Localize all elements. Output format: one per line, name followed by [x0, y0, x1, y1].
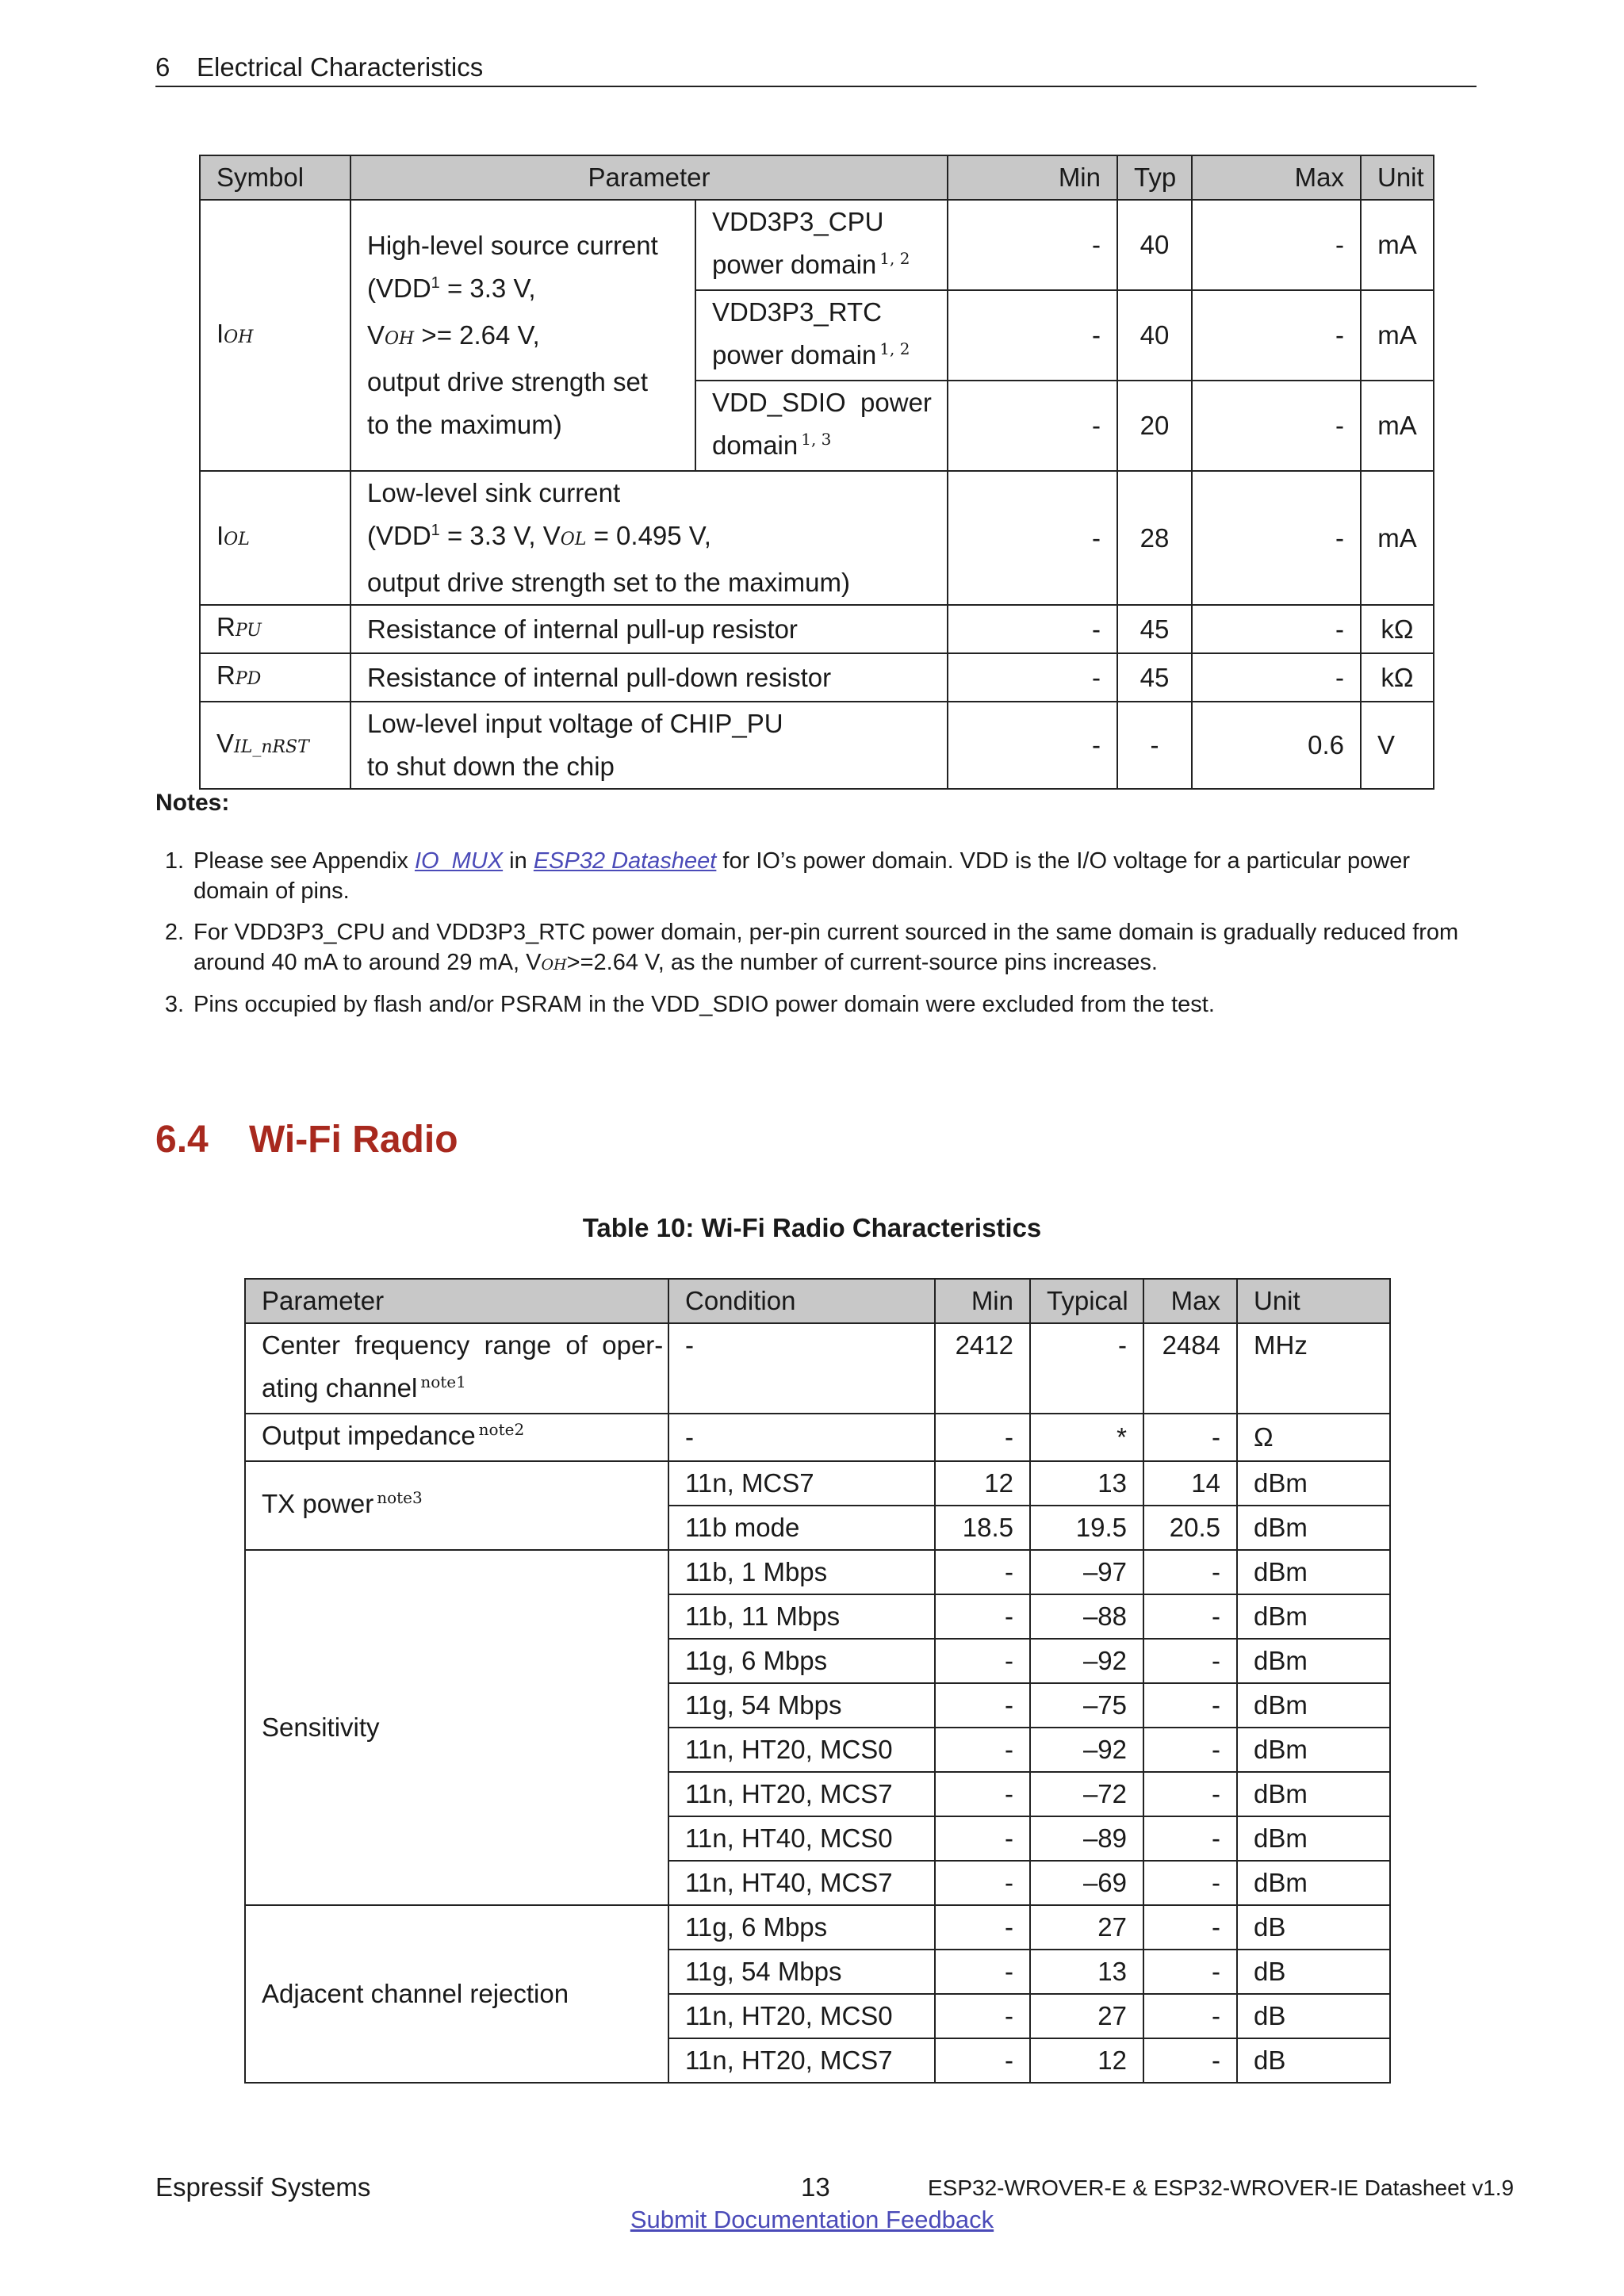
cell-max: -: [1143, 1950, 1237, 1994]
ioh-domain-cpu: [695, 200, 948, 290]
table-header-row: [200, 155, 1434, 200]
cell-typ: *: [1030, 1414, 1143, 1461]
cell-unit: mA: [1361, 381, 1434, 471]
symbol-subscript: IL_nRST: [234, 737, 309, 757]
submit-feedback-link[interactable]: Submit Documentation Feedback: [630, 2206, 994, 2233]
cell-max: -: [1192, 290, 1361, 381]
symbol-iol: [200, 471, 350, 605]
col-header-unit: Unit: [1237, 1279, 1390, 1323]
cell-condition: 11g, 6 Mbps: [668, 1905, 935, 1950]
symbol-subscript: PU: [235, 621, 262, 641]
cell-min: -: [948, 471, 1117, 605]
cell-max: 20.5: [1143, 1506, 1237, 1550]
domain-line: [712, 424, 931, 470]
ioh-param-line: to the maximum): [367, 410, 562, 439]
cell-typ: 45: [1117, 605, 1192, 653]
col-header-parameter: Parameter: [245, 1279, 668, 1323]
cell-max: -: [1143, 2038, 1237, 2083]
cell-condition: 11b, 11 Mbps: [668, 1594, 935, 1639]
cell-typ: –92: [1030, 1728, 1143, 1772]
symbol-text: R: [216, 660, 236, 690]
cell-unit: dBm: [1237, 1594, 1390, 1639]
ioh-domain-sdio: [695, 381, 948, 471]
symbol-subscript: OL: [224, 530, 250, 549]
cell-max: 2484: [1143, 1323, 1237, 1414]
cell-unit: dBm: [1237, 1683, 1390, 1728]
note-refs: 1, 3: [801, 430, 832, 449]
center-freq-parameter: [245, 1323, 668, 1414]
cell-max: -: [1143, 1550, 1237, 1594]
symbol-text: I: [216, 521, 224, 550]
col-header-symbol: Symbol: [200, 155, 350, 200]
cell-max: -: [1143, 1905, 1237, 1950]
header-rule: [155, 86, 1477, 87]
cell-unit: dBm: [1237, 1816, 1390, 1861]
note-number: 1.: [164, 848, 184, 874]
cell-max: -: [1143, 1594, 1237, 1639]
note-ref: note3: [377, 1488, 423, 1507]
adjacent-rejection-parameter: Adjacent channel rejection: [245, 1905, 668, 2083]
note-text: Pins occupied by flash and/or PSRAM in the VDD_SDIO power domain were excluded from the test.: [193, 992, 1215, 1017]
cell-min: -: [935, 1994, 1030, 2038]
cell-condition: 11n, HT20, MCS0: [668, 1994, 935, 2038]
cell-min: -: [948, 605, 1117, 653]
col-header-min: Min: [948, 155, 1117, 200]
cell-condition: 11n, MCS7: [668, 1461, 935, 1506]
note-text: for IO’s power domain. VDD is the I/O voltage for a particular power domain of pins.: [193, 848, 1411, 904]
subscript: OL: [560, 530, 587, 549]
domain-line: [712, 334, 931, 380]
cell-min: 18.5: [935, 1506, 1030, 1550]
cell-unit: dBm: [1237, 1639, 1390, 1683]
subscript: OH: [541, 956, 567, 974]
cell-min: 12: [935, 1461, 1030, 1506]
cell-unit: MHz: [1237, 1323, 1390, 1414]
cell-condition: 11n, HT20, MCS0: [668, 1728, 935, 1772]
note-number: 2.: [164, 920, 184, 945]
rpd-parameter: Resistance of internal pull-down resistor: [350, 653, 948, 702]
table-header-row: [245, 1279, 1390, 1323]
cell-min: -: [935, 1772, 1030, 1816]
symbol-subscript: OH: [224, 327, 254, 347]
domain-line: VDD3P3_CPU: [712, 207, 884, 236]
cell-typ: 20: [1117, 381, 1192, 471]
symbol-vil: [200, 702, 350, 789]
col-header-unit: Unit: [1361, 155, 1434, 200]
cell-unit: dBm: [1237, 1861, 1390, 1905]
footer-company: Espressif Systems: [155, 2172, 371, 2202]
col-header-typ: Typ: [1117, 155, 1192, 200]
superscript: 1: [431, 274, 440, 292]
domain-line: VDD_SDIO power: [712, 388, 932, 417]
cell-typ: –97: [1030, 1550, 1143, 1594]
note-2: [164, 917, 1478, 980]
cell-typ: 40: [1117, 200, 1192, 290]
ioh-param-line: [367, 267, 679, 314]
cell-condition: 11b, 1 Mbps: [668, 1550, 935, 1594]
cell-max: -: [1143, 1816, 1237, 1861]
cell-max: -: [1192, 471, 1361, 605]
cell-max: -: [1143, 1728, 1237, 1772]
header-section-number: 6: [155, 52, 170, 82]
esp32-datasheet-link[interactable]: ESP32 Datasheet: [533, 848, 717, 874]
cell-min: -: [948, 200, 1117, 290]
col-header-max: Max: [1192, 155, 1361, 200]
cell-typ: -: [1030, 1323, 1143, 1414]
cell-unit: dBm: [1237, 1550, 1390, 1594]
cell-typ: –69: [1030, 1861, 1143, 1905]
iol-param-line: [367, 515, 931, 561]
iol-parameter: [350, 471, 948, 605]
vil-parameter: [350, 702, 948, 789]
ioh-parameter: [350, 200, 695, 471]
symbol-text: I: [216, 318, 224, 348]
cell-max: -: [1143, 1414, 1237, 1461]
cell-unit: mA: [1361, 200, 1434, 290]
symbol-text: V: [216, 728, 235, 758]
cell-unit: dB: [1237, 1994, 1390, 2038]
text: = 0.495 V,: [586, 521, 711, 550]
cell-max: -: [1192, 200, 1361, 290]
text: ating channel: [262, 1373, 418, 1402]
param-line: [262, 1367, 652, 1413]
cell-typ: 40: [1117, 290, 1192, 381]
section-number: 6.4: [155, 1119, 209, 1161]
cell-unit: mA: [1361, 471, 1434, 605]
cell-condition: 11n, HT40, MCS7: [668, 1861, 935, 1905]
io-mux-link[interactable]: IO_MUX: [414, 848, 504, 874]
table-row: [200, 702, 1434, 789]
cell-typ: 28: [1117, 471, 1192, 605]
param-line: Center frequency range of oper-: [262, 1330, 664, 1360]
domain-line: [712, 243, 931, 289]
io-characteristics-table: [199, 155, 1434, 790]
cell-condition: 11g, 6 Mbps: [668, 1639, 935, 1683]
table-row: [245, 1550, 1390, 1594]
footer-page-number: 13: [801, 2172, 830, 2202]
table-row: [245, 1461, 1390, 1506]
cell-max: -: [1143, 1683, 1237, 1728]
cell-typ: 19.5: [1030, 1506, 1143, 1550]
cell-condition: 11n, HT40, MCS0: [668, 1816, 935, 1861]
col-header-max: Max: [1143, 1279, 1237, 1323]
note-text: >=2.64 V, as the number of current-source pins increases.: [566, 950, 1158, 975]
table-caption: Table 10: Wi-Fi Radio Characteristics: [582, 1213, 1042, 1242]
cell-max: -: [1192, 605, 1361, 653]
subscript: OH: [385, 329, 415, 349]
cell-unit: dB: [1237, 2038, 1390, 2083]
cell-condition: 11g, 54 Mbps: [668, 1950, 935, 1994]
table-row: [245, 1323, 1390, 1414]
symbol-ioh: [200, 200, 350, 471]
cell-min: -: [935, 1639, 1030, 1683]
cell-unit: kΩ: [1361, 653, 1434, 702]
cell-max: -: [1192, 381, 1361, 471]
cell-condition: -: [668, 1323, 935, 1414]
header-section-title: Electrical Characteristics: [197, 52, 484, 82]
cell-min: -: [948, 653, 1117, 702]
cell-condition: 11n, HT20, MCS7: [668, 1772, 935, 1816]
text: (VDD: [367, 521, 431, 550]
table-row: [200, 605, 1434, 653]
cell-min: -: [948, 702, 1117, 789]
cell-typ: 45: [1117, 653, 1192, 702]
cell-typ: -: [1117, 702, 1192, 789]
superscript: 1: [431, 522, 440, 539]
wifi-radio-table: [244, 1278, 1391, 2084]
cell-min: -: [948, 290, 1117, 381]
table-row: [200, 653, 1434, 702]
cell-unit: kΩ: [1361, 605, 1434, 653]
cell-min: -: [935, 1950, 1030, 1994]
rpu-parameter: Resistance of internal pull-up resistor: [350, 605, 948, 653]
symbol-subscript: PD: [235, 669, 262, 689]
note-text: For VDD3P3_CPU and VDD3P3_RTC power domain, per-pin current sourced in the same domain is gradually reduced from around 40 mA to around 29 mA, V: [193, 920, 1459, 975]
ioh-param-line: [367, 314, 679, 361]
text: power domain: [712, 250, 877, 279]
cell-unit: dBm: [1237, 1728, 1390, 1772]
note-refs: 1, 2: [879, 249, 910, 268]
vil-param-line: to shut down the chip: [367, 752, 615, 781]
cell-max: -: [1143, 1994, 1237, 2038]
notes-heading: Notes:: [155, 790, 230, 816]
cell-min: -: [935, 1905, 1030, 1950]
cell-max: 0.6: [1192, 702, 1361, 789]
cell-unit: dB: [1237, 1950, 1390, 1994]
text: domain: [712, 430, 799, 460]
cell-max: -: [1143, 1772, 1237, 1816]
cell-typ: 13: [1030, 1461, 1143, 1506]
col-header-min: Min: [935, 1279, 1030, 1323]
cell-max: -: [1143, 1861, 1237, 1905]
cell-max: -: [1143, 1639, 1237, 1683]
cell-min: -: [935, 2038, 1030, 2083]
note-ref: note2: [478, 1420, 525, 1439]
cell-condition: 11g, 54 Mbps: [668, 1683, 935, 1728]
table-row: [200, 200, 1434, 290]
symbol-rpd: [200, 653, 350, 702]
text: V: [367, 320, 385, 350]
text: power domain: [712, 340, 877, 369]
table-row: [245, 1905, 1390, 1950]
cell-condition: -: [668, 1414, 935, 1461]
cell-unit: mA: [1361, 290, 1434, 381]
cell-min: -: [935, 1861, 1030, 1905]
cell-min: -: [935, 1414, 1030, 1461]
note-ref: note1: [420, 1372, 466, 1391]
ioh-param-line: High-level source current: [367, 231, 658, 260]
output-impedance-parameter: [245, 1414, 668, 1461]
cell-unit: dBm: [1237, 1461, 1390, 1506]
table-row: [200, 471, 1434, 605]
cell-min: -: [935, 1683, 1030, 1728]
section-title: Wi-Fi Radio: [249, 1119, 458, 1161]
iol-param-line: Low-level sink current: [367, 478, 621, 507]
cell-min: 2412: [935, 1323, 1030, 1414]
iol-param-line: output drive strength set to the maximum): [367, 568, 850, 597]
cell-typ: 27: [1030, 1905, 1143, 1950]
cell-typ: –75: [1030, 1683, 1143, 1728]
note-text: in: [503, 848, 534, 874]
note-text: Please see Appendix: [193, 848, 415, 874]
cell-unit: Ω: [1237, 1414, 1390, 1461]
cell-unit: V: [1361, 702, 1434, 789]
table-row: [245, 1414, 1390, 1461]
note-refs: 1, 2: [879, 339, 910, 358]
cell-typ: 27: [1030, 1994, 1143, 2038]
footer-doc-title: ESP32-WROVER-E & ESP32-WROVER-IE Datasheet v1.9: [928, 2175, 1515, 2200]
col-header-typical: Typical: [1030, 1279, 1143, 1323]
cell-condition: 11n, HT20, MCS7: [668, 2038, 935, 2083]
cell-typ: –72: [1030, 1772, 1143, 1816]
cell-min: -: [935, 1594, 1030, 1639]
domain-line: VDD3P3_RTC: [712, 297, 882, 327]
ioh-domain-rtc: [695, 290, 948, 381]
text: = 3.3 V, V: [439, 521, 561, 550]
col-header-parameter: Parameter: [350, 155, 948, 200]
text: (VDD: [367, 274, 431, 303]
cell-typ: –89: [1030, 1816, 1143, 1861]
note-1: [164, 846, 1478, 906]
note-number: 3.: [164, 992, 184, 1017]
text: >= 2.64 V,: [414, 320, 540, 350]
text: Output impedance: [262, 1421, 476, 1450]
cell-unit: dBm: [1237, 1772, 1390, 1816]
text: = 3.3 V,: [439, 274, 536, 303]
cell-min: -: [935, 1550, 1030, 1594]
cell-typ: –92: [1030, 1639, 1143, 1683]
cell-typ: 12: [1030, 2038, 1143, 2083]
cell-unit: dBm: [1237, 1506, 1390, 1550]
cell-condition: 11b mode: [668, 1506, 935, 1550]
cell-unit: dB: [1237, 1905, 1390, 1950]
cell-max: 14: [1143, 1461, 1237, 1506]
cell-max: -: [1192, 653, 1361, 702]
sensitivity-parameter: Sensitivity: [245, 1550, 668, 1905]
tx-power-parameter: [245, 1461, 668, 1550]
vil-param-line: Low-level input voltage of CHIP_PU: [367, 709, 783, 738]
cell-typ: –88: [1030, 1594, 1143, 1639]
text: TX power: [262, 1489, 374, 1518]
cell-min: -: [935, 1816, 1030, 1861]
symbol-text: R: [216, 612, 236, 641]
col-header-condition: Condition: [668, 1279, 935, 1323]
cell-min: -: [935, 1728, 1030, 1772]
symbol-rpu: [200, 605, 350, 653]
note-3: [164, 989, 1478, 1020]
ioh-param-line: output drive strength set: [367, 367, 649, 396]
cell-typ: 13: [1030, 1950, 1143, 1994]
cell-min: -: [948, 381, 1117, 471]
